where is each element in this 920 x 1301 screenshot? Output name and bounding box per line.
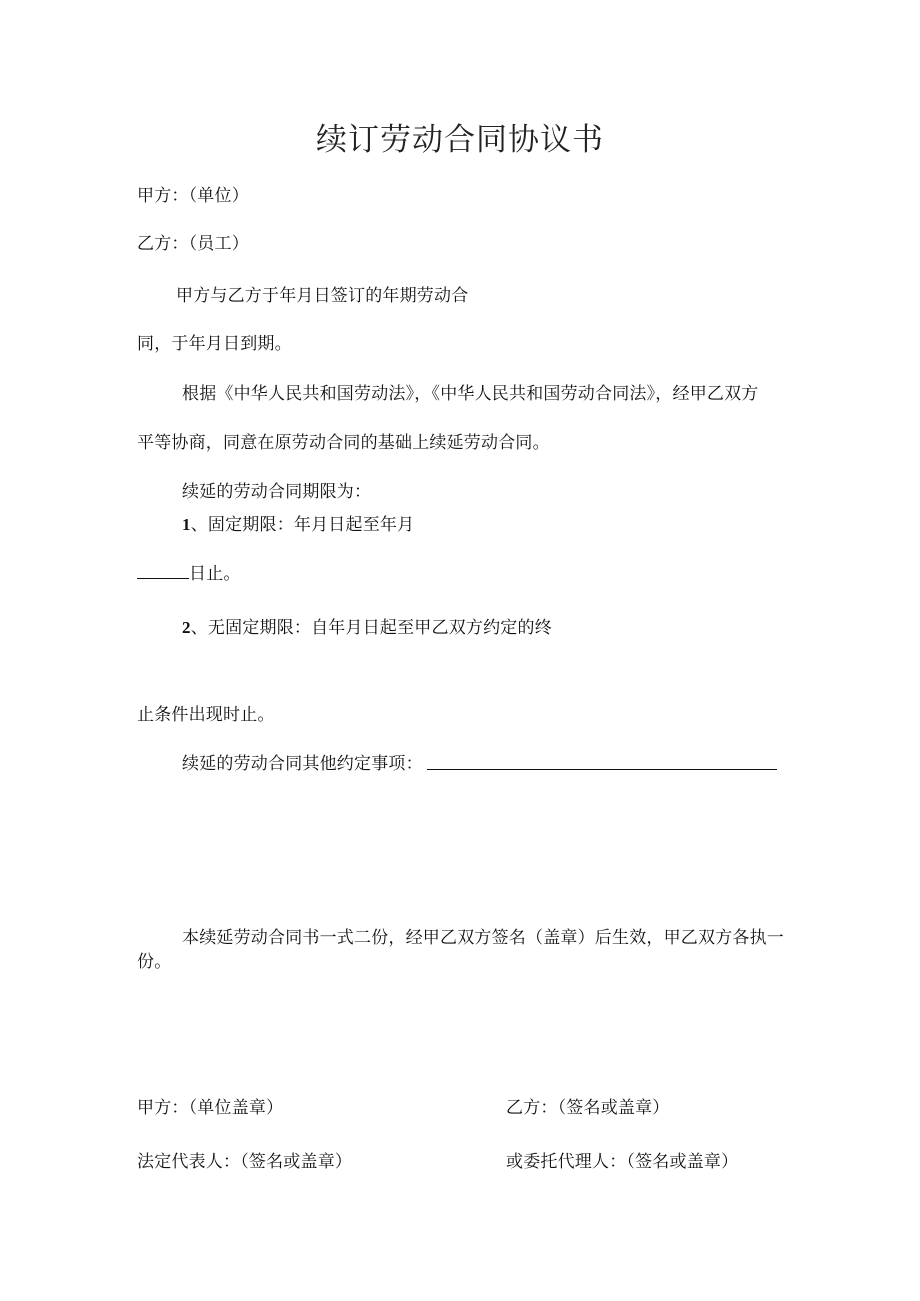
day-blank — [137, 562, 189, 579]
fixed-term-item — [182, 514, 414, 536]
contract-date-line-1: 甲方与乙方于年月日签订的年期劳动合 — [176, 286, 469, 306]
item-number: 2 — [182, 618, 191, 637]
legal-basis-line-1: 根据《中华人民共和国劳动法》，《中华人民共和国劳动合同法》，经甲乙双方 — [182, 384, 759, 404]
open-term-end: 止条件出现时止。 — [137, 705, 275, 725]
open-term-text: 、无固定期限：自年月日起至甲乙双方约定的终 — [190, 618, 552, 638]
document-title: 续订劳动合同协议书 — [316, 122, 604, 158]
item-number: 1 — [182, 515, 191, 534]
copies-line-1: 本续延劳动合同书一式二份，经甲乙双方签名（盖章）后生效，甲乙双方各执一 — [182, 928, 784, 948]
party-a-seal: 甲方：（单位盖章） — [137, 1098, 284, 1118]
copies-line-2: 份。 — [137, 952, 172, 972]
term-intro: 续延的劳动合同期限为： — [182, 482, 372, 502]
legal-representative-signature: 法定代表人：（签名或盖章） — [137, 1152, 353, 1172]
party-b-signature: 乙方：（签名或盖章） — [506, 1098, 670, 1118]
other-terms-line — [182, 753, 423, 775]
party-a-line: 甲方：（单位） — [137, 186, 249, 206]
legal-basis-line-2: 平等协商，同意在原劳动合同的基础上续延劳动合同。 — [137, 433, 550, 453]
contract-date-line-2: 同，于年月日到期。 — [137, 334, 292, 354]
other-terms-label: 续延的劳动合同其他约定事项： — [182, 754, 423, 774]
fixed-term-end — [137, 562, 241, 585]
open-term-item — [182, 617, 552, 639]
fixed-term-end-text: 日止。 — [189, 564, 241, 584]
fixed-term-text: 、固定期限：年月日起至年月 — [190, 515, 415, 535]
agent-signature: 或委托代理人：（签名或盖章） — [506, 1152, 739, 1172]
other-terms-blank — [427, 769, 777, 770]
party-b-line: 乙方：（员工） — [137, 234, 249, 254]
